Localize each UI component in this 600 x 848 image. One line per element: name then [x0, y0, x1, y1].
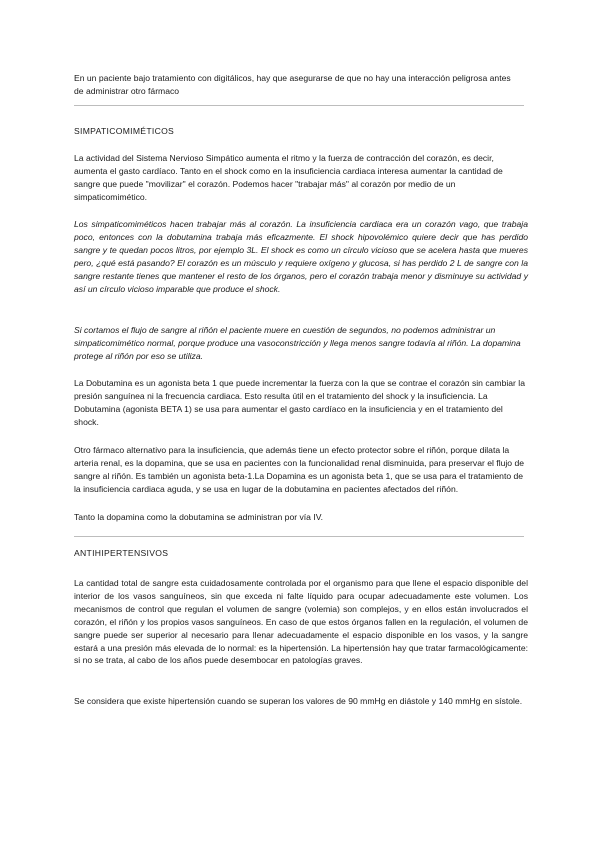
section-title-antihipertensivos: ANTIHIPERTENSIVOS: [74, 548, 169, 558]
paragraph-volemia: La cantidad total de sangre esta cuidadosamente controlada por el organismo para que llene el espacio disponible del interior de los vasos sanguíneos, sin que exceda ni falte líquido para ocupar adecuadamente este volumen. Los mecanismos de control que regulan el volumen de sangre (volemia) son complejos, y en ellos están involucrados el corazón, el riñón y los propios vasos sanguíneos. En caso de que estos órganos fallen en la regulación, el volumen de sangre puede ser superior al necesario para llenar adecuadamente el espacio disponible en los vasos, y la sangre estará a una presión más elevada de lo normal: es la hipertensión. La hipertensión hay que tratar farmacológicamente: si no se trata, al cabo de los años puede desembocar en patologías graves.: [74, 578, 528, 666]
paragraph-dopamina: Otro fármaco alternativo para la insuficiencia, que además tiene un efecto protector sobre el riñón, porque dilata la arteria renal, es la dopamina, que se usa en pacientes con la funcionalidad renal disminuida, para preservar el flujo de sangre al riñón. Es también un agonista beta-1.La Dopamina es un agonista beta 1, que se usa para el tratamiento de la insuficiencia cardiaca aguda, y se usa en lugar de la dobutamina en pacientes afectados del riñón.: [74, 445, 525, 494]
paragraph-actividad-simpatico: La actividad del Sistema Nervioso Simpático aumenta el ritmo y la fuerza de contracción del corazón, es decir, aumenta el gasto cardíaco. Tanto en el shock como en la insuficiencia cardiaca interesa aumentar la cantidad de sangre que puede "movilizar" el corazón. Podemos hacer "trabajar más" al corazón por medio de un simpaticomimético.: [74, 153, 503, 202]
section-title-simpaticomimeticos: SIMPATICOMIMÉTICOS: [74, 126, 175, 136]
paragraph-rinon-italic: Si cortamos el flujo de sangre al riñón el paciente muere en cuestión de segundos, no podemos administrar un simpaticomimético normal, porque produce una vasoconstricción y llega menos sangre todavía al riñón. La dopamina protege al riñón por eso se utiliza.: [74, 325, 521, 361]
intro-paragraph: En un paciente bajo tratamiento con digitálicos, hay que asegurarse de que no hay una interacción peligrosa antes de administrar otro fármaco: [74, 73, 511, 96]
paragraph-valores-hipertension: Se considera que existe hipertensión cuando se superan los valores de 90 mmHg en diástole y 140 mmHg en sístole.: [74, 696, 523, 706]
divider-middle: [74, 536, 524, 537]
paragraph-simpaticomimeticos-italic: Los simpaticomiméticos hacen trabajar más al corazón. La insuficiencia cardiaca era un corazón vago, que trabaja poco, entonces con la dobutamina trabaja más eficazmente. El shock hipovolémico quiere decir que has perdido sangre y te quedan pocos litros, por ejemplo 3L. El shock es como un círculo vicioso que se acelera hasta que mueres pero, ¿qué está pasando? El corazón es un músculo y requiere oxígeno y glucosa, si has perdido 2 L de sangre con la sangre restante tienes que mantener el resto de los órganos, pero el corazón trabaja menor y disminuye su actividad y así un círculo vicioso imparable que produce el shock.: [74, 219, 528, 294]
paragraph-via-iv: Tanto la dopamina como la dobutamina se administran por vía IV.: [74, 512, 324, 522]
paragraph-dobutamina: La Dobutamina es un agonista beta 1 que puede incrementar la fuerza con la que se contrae el corazón sin cambiar la presión sanguínea ni la frecuencia cardiaca. Esto resulta útil en el tratamiento del shock y la insuficiencia. La Dobutamina (agonista BETA 1) se usa para aumentar el gasto cardíaco en la insuficiencia y en el tratamiento del shock.: [74, 378, 525, 427]
divider-top: [74, 105, 524, 106]
